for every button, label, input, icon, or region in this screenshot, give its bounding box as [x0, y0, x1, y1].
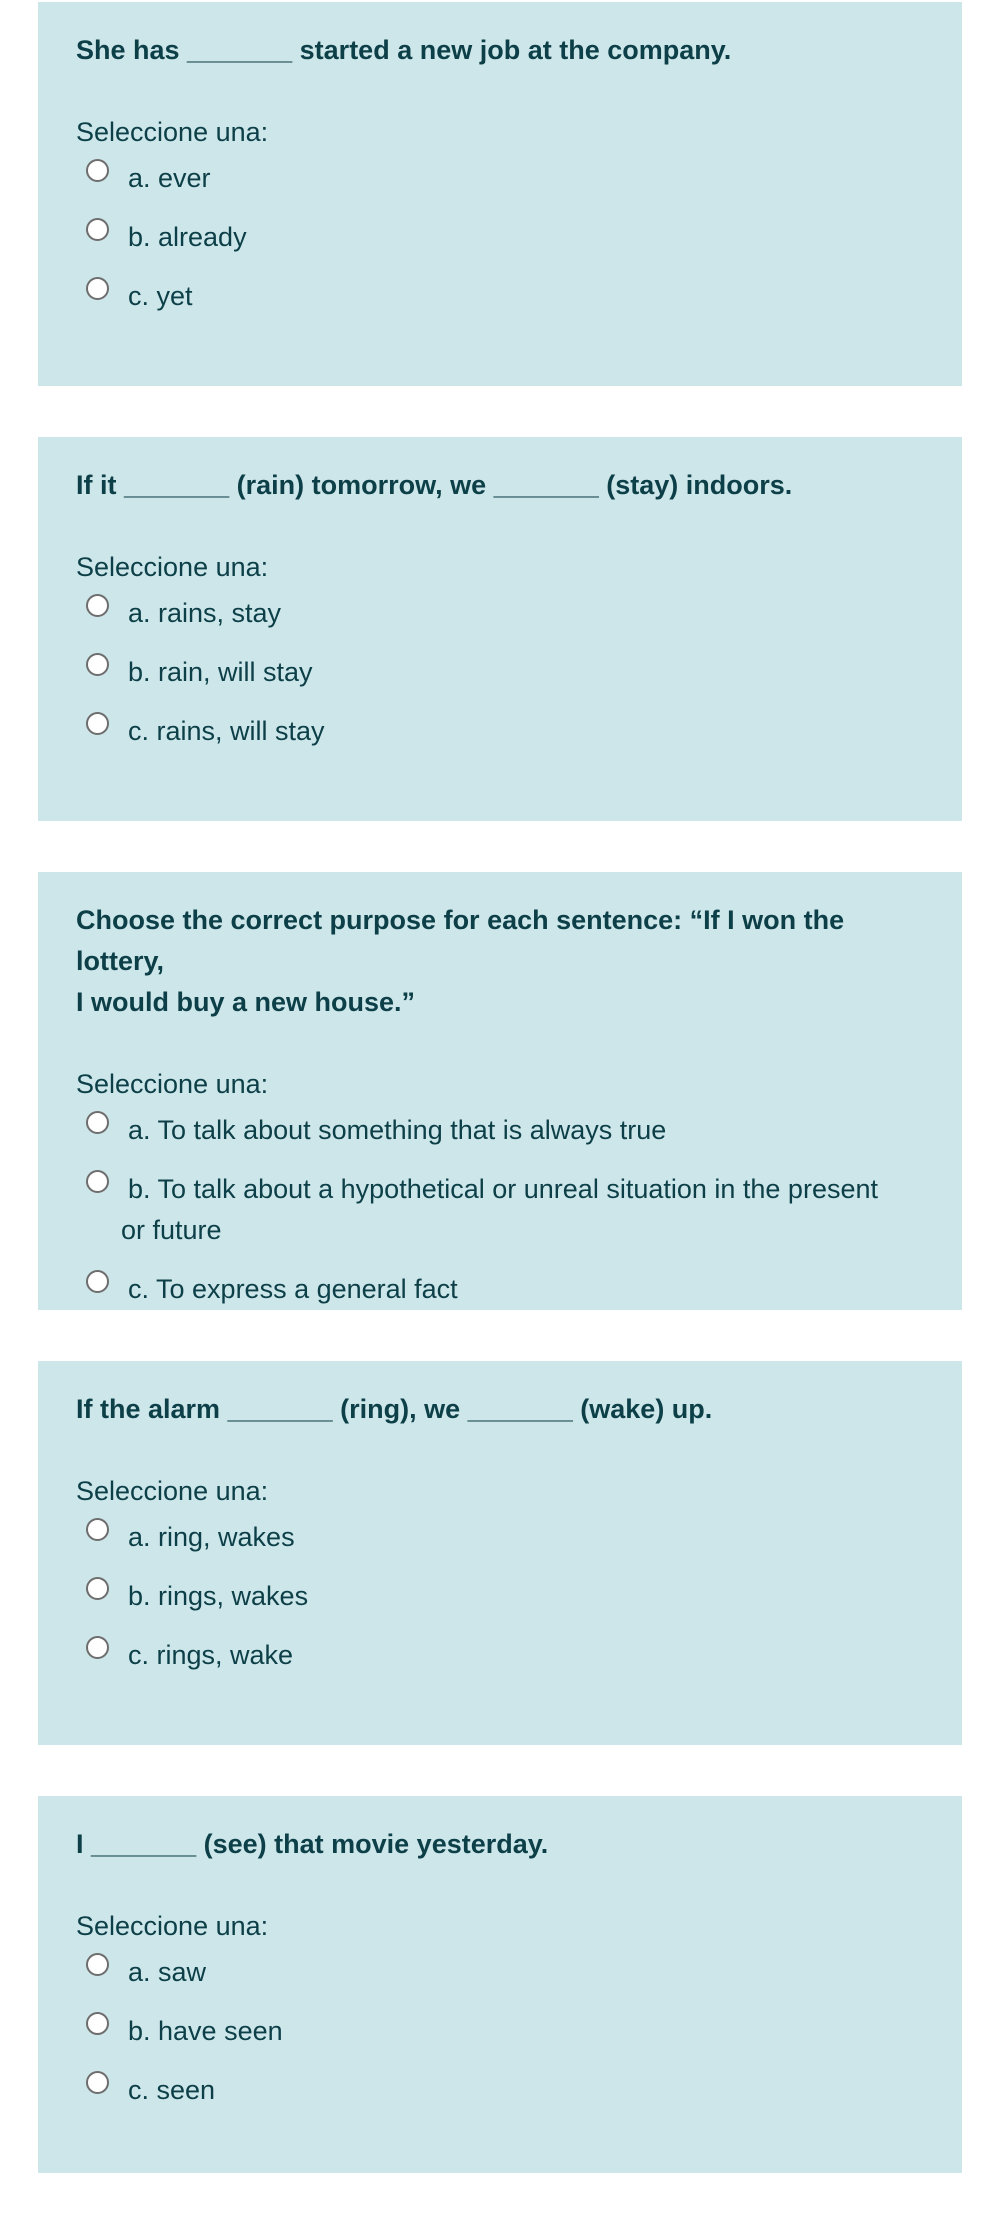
radio-button[interactable] — [86, 594, 109, 617]
select-prompt: Seleccione una: — [76, 552, 269, 582]
option-label: c. rains, will stay — [128, 716, 325, 746]
option-label: a. saw — [128, 1957, 207, 1987]
options-list — [76, 1110, 924, 1310]
option-a[interactable] — [76, 1517, 924, 1558]
radio-button[interactable] — [86, 712, 109, 735]
option-label: a. rains, stay — [128, 598, 282, 628]
option-label: c. seen — [128, 2075, 216, 2105]
select-prompt: Seleccione una: — [76, 1476, 269, 1506]
options-list — [76, 1952, 924, 2111]
options-list — [76, 158, 924, 317]
radio-button[interactable] — [86, 1577, 109, 1600]
question-text-line-2: I would buy a new house.” — [76, 987, 416, 1017]
question-card-4 — [38, 1361, 962, 1745]
question-card-1 — [38, 2, 962, 386]
question-text: If it _______ (rain) tomorrow, we _______ (stay) indoors. — [76, 470, 793, 500]
question-card-5 — [38, 1796, 962, 2173]
option-a[interactable] — [76, 1952, 924, 1993]
option-c[interactable] — [76, 1635, 924, 1676]
option-label — [121, 1169, 878, 1251]
options-list — [76, 593, 924, 752]
radio-button[interactable] — [86, 2071, 109, 2094]
question-card-3 — [38, 872, 962, 1310]
option-label: b. rain, will stay — [128, 657, 313, 687]
option-label: a. ring, wakes — [128, 1522, 295, 1552]
question-text-line-1: Choose the correct purpose for each sentence: “If I won the lottery, — [76, 905, 845, 976]
radio-button[interactable] — [86, 653, 109, 676]
option-b[interactable] — [76, 652, 924, 693]
question-text: If the alarm _______ (ring), we _______ (wake) up. — [76, 1394, 713, 1424]
option-c[interactable] — [76, 1269, 924, 1310]
radio-button[interactable] — [86, 1636, 109, 1659]
option-label: b. have seen — [128, 2016, 283, 2046]
option-label: a. To talk about something that is always true — [128, 1115, 667, 1145]
option-b[interactable] — [76, 1576, 924, 1617]
select-prompt: Seleccione una: — [76, 117, 269, 147]
option-b[interactable] — [76, 217, 924, 258]
question-text — [76, 900, 924, 1023]
option-a[interactable] — [76, 158, 924, 199]
option-label: b. rings, wakes — [128, 1581, 309, 1611]
radio-button[interactable] — [86, 1953, 109, 1976]
radio-button[interactable] — [86, 1518, 109, 1541]
radio-button[interactable] — [86, 1170, 109, 1193]
option-b[interactable] — [76, 1169, 924, 1251]
select-prompt: Seleccione una: — [76, 1911, 269, 1941]
option-c[interactable] — [76, 711, 924, 752]
question-text: She has _______ started a new job at the company. — [76, 35, 732, 65]
option-label: a. ever — [128, 163, 211, 193]
option-b[interactable] — [76, 2011, 924, 2052]
radio-button[interactable] — [86, 277, 109, 300]
option-label: b. already — [128, 222, 247, 252]
option-a[interactable] — [76, 1110, 924, 1151]
question-card-2 — [38, 437, 962, 821]
option-label: c. To express a general fact — [128, 1274, 458, 1304]
option-label-line-1: b. To talk about a hypothetical or unreal situation in the present — [128, 1174, 878, 1204]
question-text: I _______ (see) that movie yesterday. — [76, 1829, 549, 1859]
radio-button[interactable] — [86, 218, 109, 241]
option-c[interactable] — [76, 276, 924, 317]
select-prompt: Seleccione una: — [76, 1069, 269, 1099]
radio-button[interactable] — [86, 1111, 109, 1134]
options-list — [76, 1517, 924, 1676]
radio-button[interactable] — [86, 159, 109, 182]
option-a[interactable] — [76, 593, 924, 634]
option-label: c. yet — [128, 281, 193, 311]
option-label-line-2: or future — [121, 1215, 222, 1245]
radio-button[interactable] — [86, 1270, 109, 1293]
option-c[interactable] — [76, 2070, 924, 2111]
option-label: c. rings, wake — [128, 1640, 294, 1670]
radio-button[interactable] — [86, 2012, 109, 2035]
